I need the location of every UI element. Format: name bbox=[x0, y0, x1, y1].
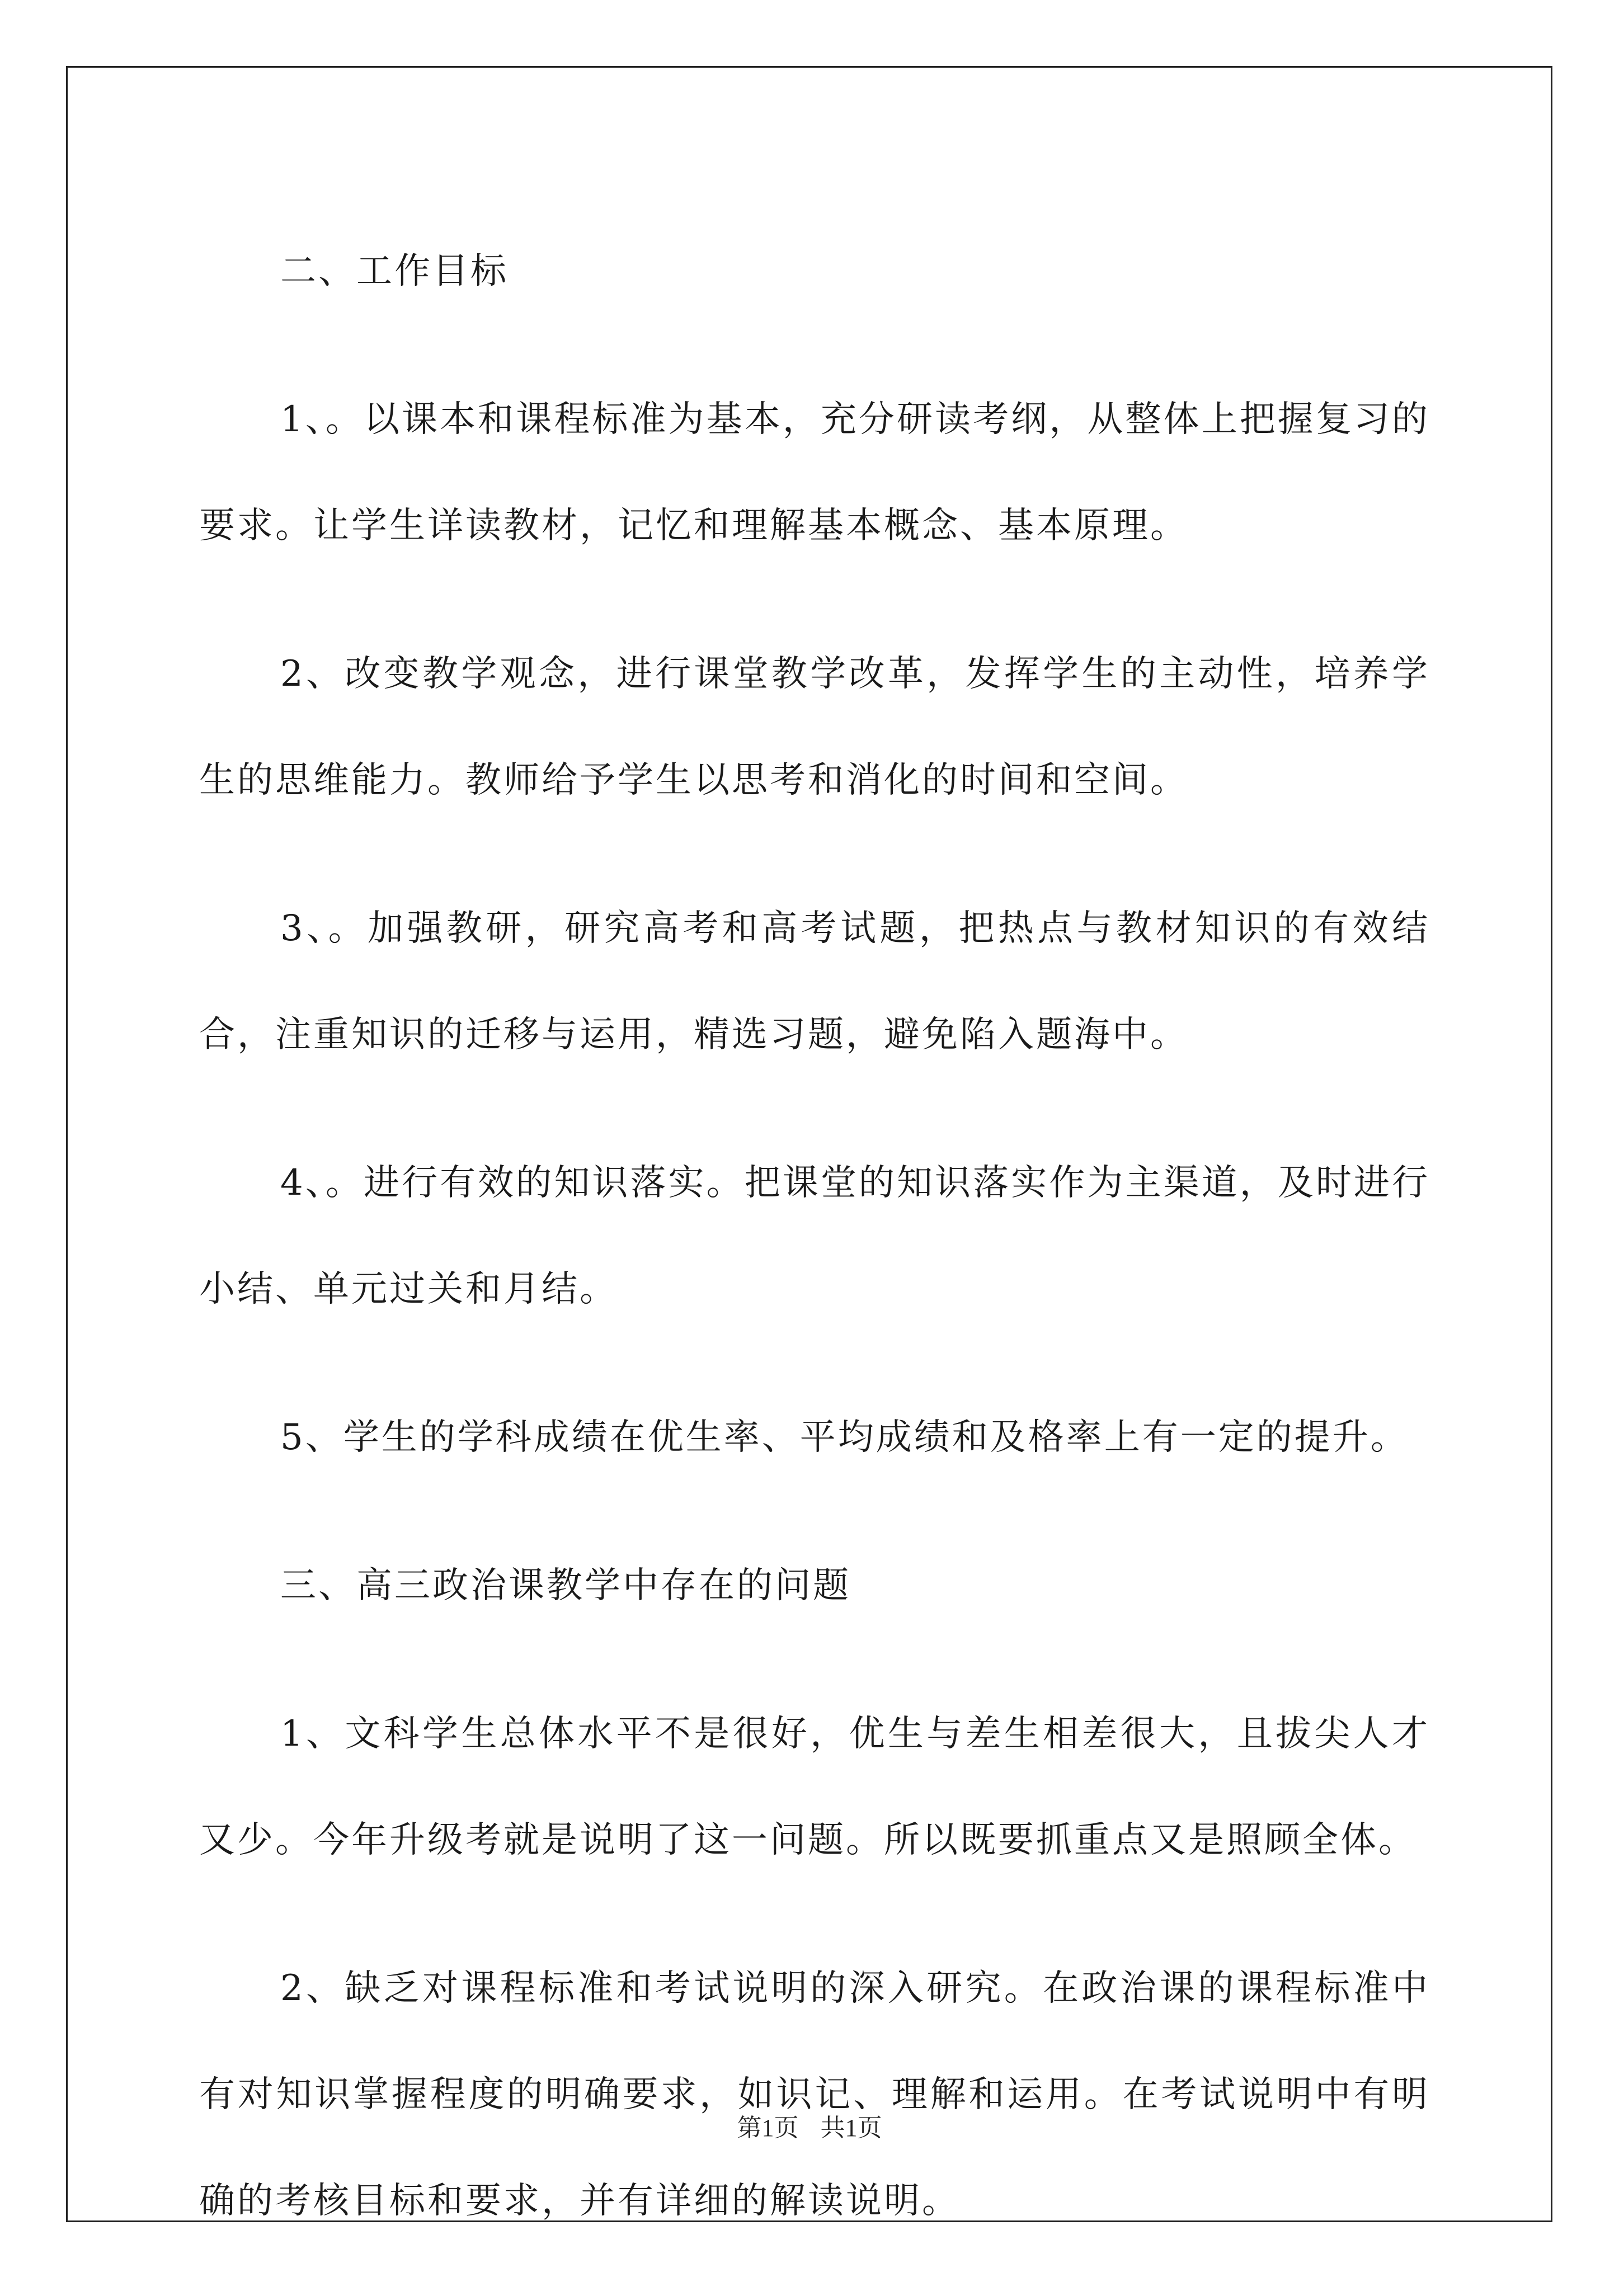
paragraph-goal-4: 4、。进行有效的知识落实。把课堂的知识落实作为主渠道，及时进行小结、单元过关和月结。 bbox=[199, 1162, 1430, 1310]
section-heading-work-goals: 二、工作目标 bbox=[280, 251, 509, 292]
page-footer bbox=[0, 2111, 1619, 2145]
paragraph-goal-3: 3、。加强教研，研究高考和高考试题，把热点与教材知识的有效结合，注重知识的迁移与运用，精选习题，避免陷入题海中。 bbox=[199, 908, 1430, 1055]
page-number-current: 第1页 bbox=[737, 2114, 799, 2142]
section-heading-problems: 三、高三政治课教学中存在的问题 bbox=[280, 1565, 851, 1606]
paragraph-problem-1: 1、文科学生总体水平不是很好，优生与差生相差很大，且拔尖人才又少。今年升级考就是说明了这一问题。所以既要抓重点又是照顾全体。 bbox=[199, 1713, 1430, 1861]
paragraph-goal-1: 1、。以课本和课程标准为基本，充分研读考纲，从整体上把握复习的要求。让学生详读教材，记忆和理解基本概念、基本原理。 bbox=[199, 399, 1430, 546]
document-body bbox=[199, 218, 1430, 2296]
page-number-total: 共1页 bbox=[820, 2114, 882, 2142]
paragraph-problem-2: 2、缺乏对课程标准和考试说明的深入研究。在政治课的课程标准中有对知识掌握程度的明确要求，如识记、理解和运用。在考试说明中有明确的考核目标和要求，并有详细的解读说明。 bbox=[199, 1968, 1430, 2222]
paragraph-goal-2: 2、改变教学观念，进行课堂教学改革，发挥学生的主动性，培养学生的思维能力。教师给予学生以思考和消化的时间和空间。 bbox=[199, 653, 1430, 801]
paragraph-goal-5: 5、学生的学科成绩在优生率、平均成绩和及格率上有一定的提升。 bbox=[280, 1417, 1409, 1458]
